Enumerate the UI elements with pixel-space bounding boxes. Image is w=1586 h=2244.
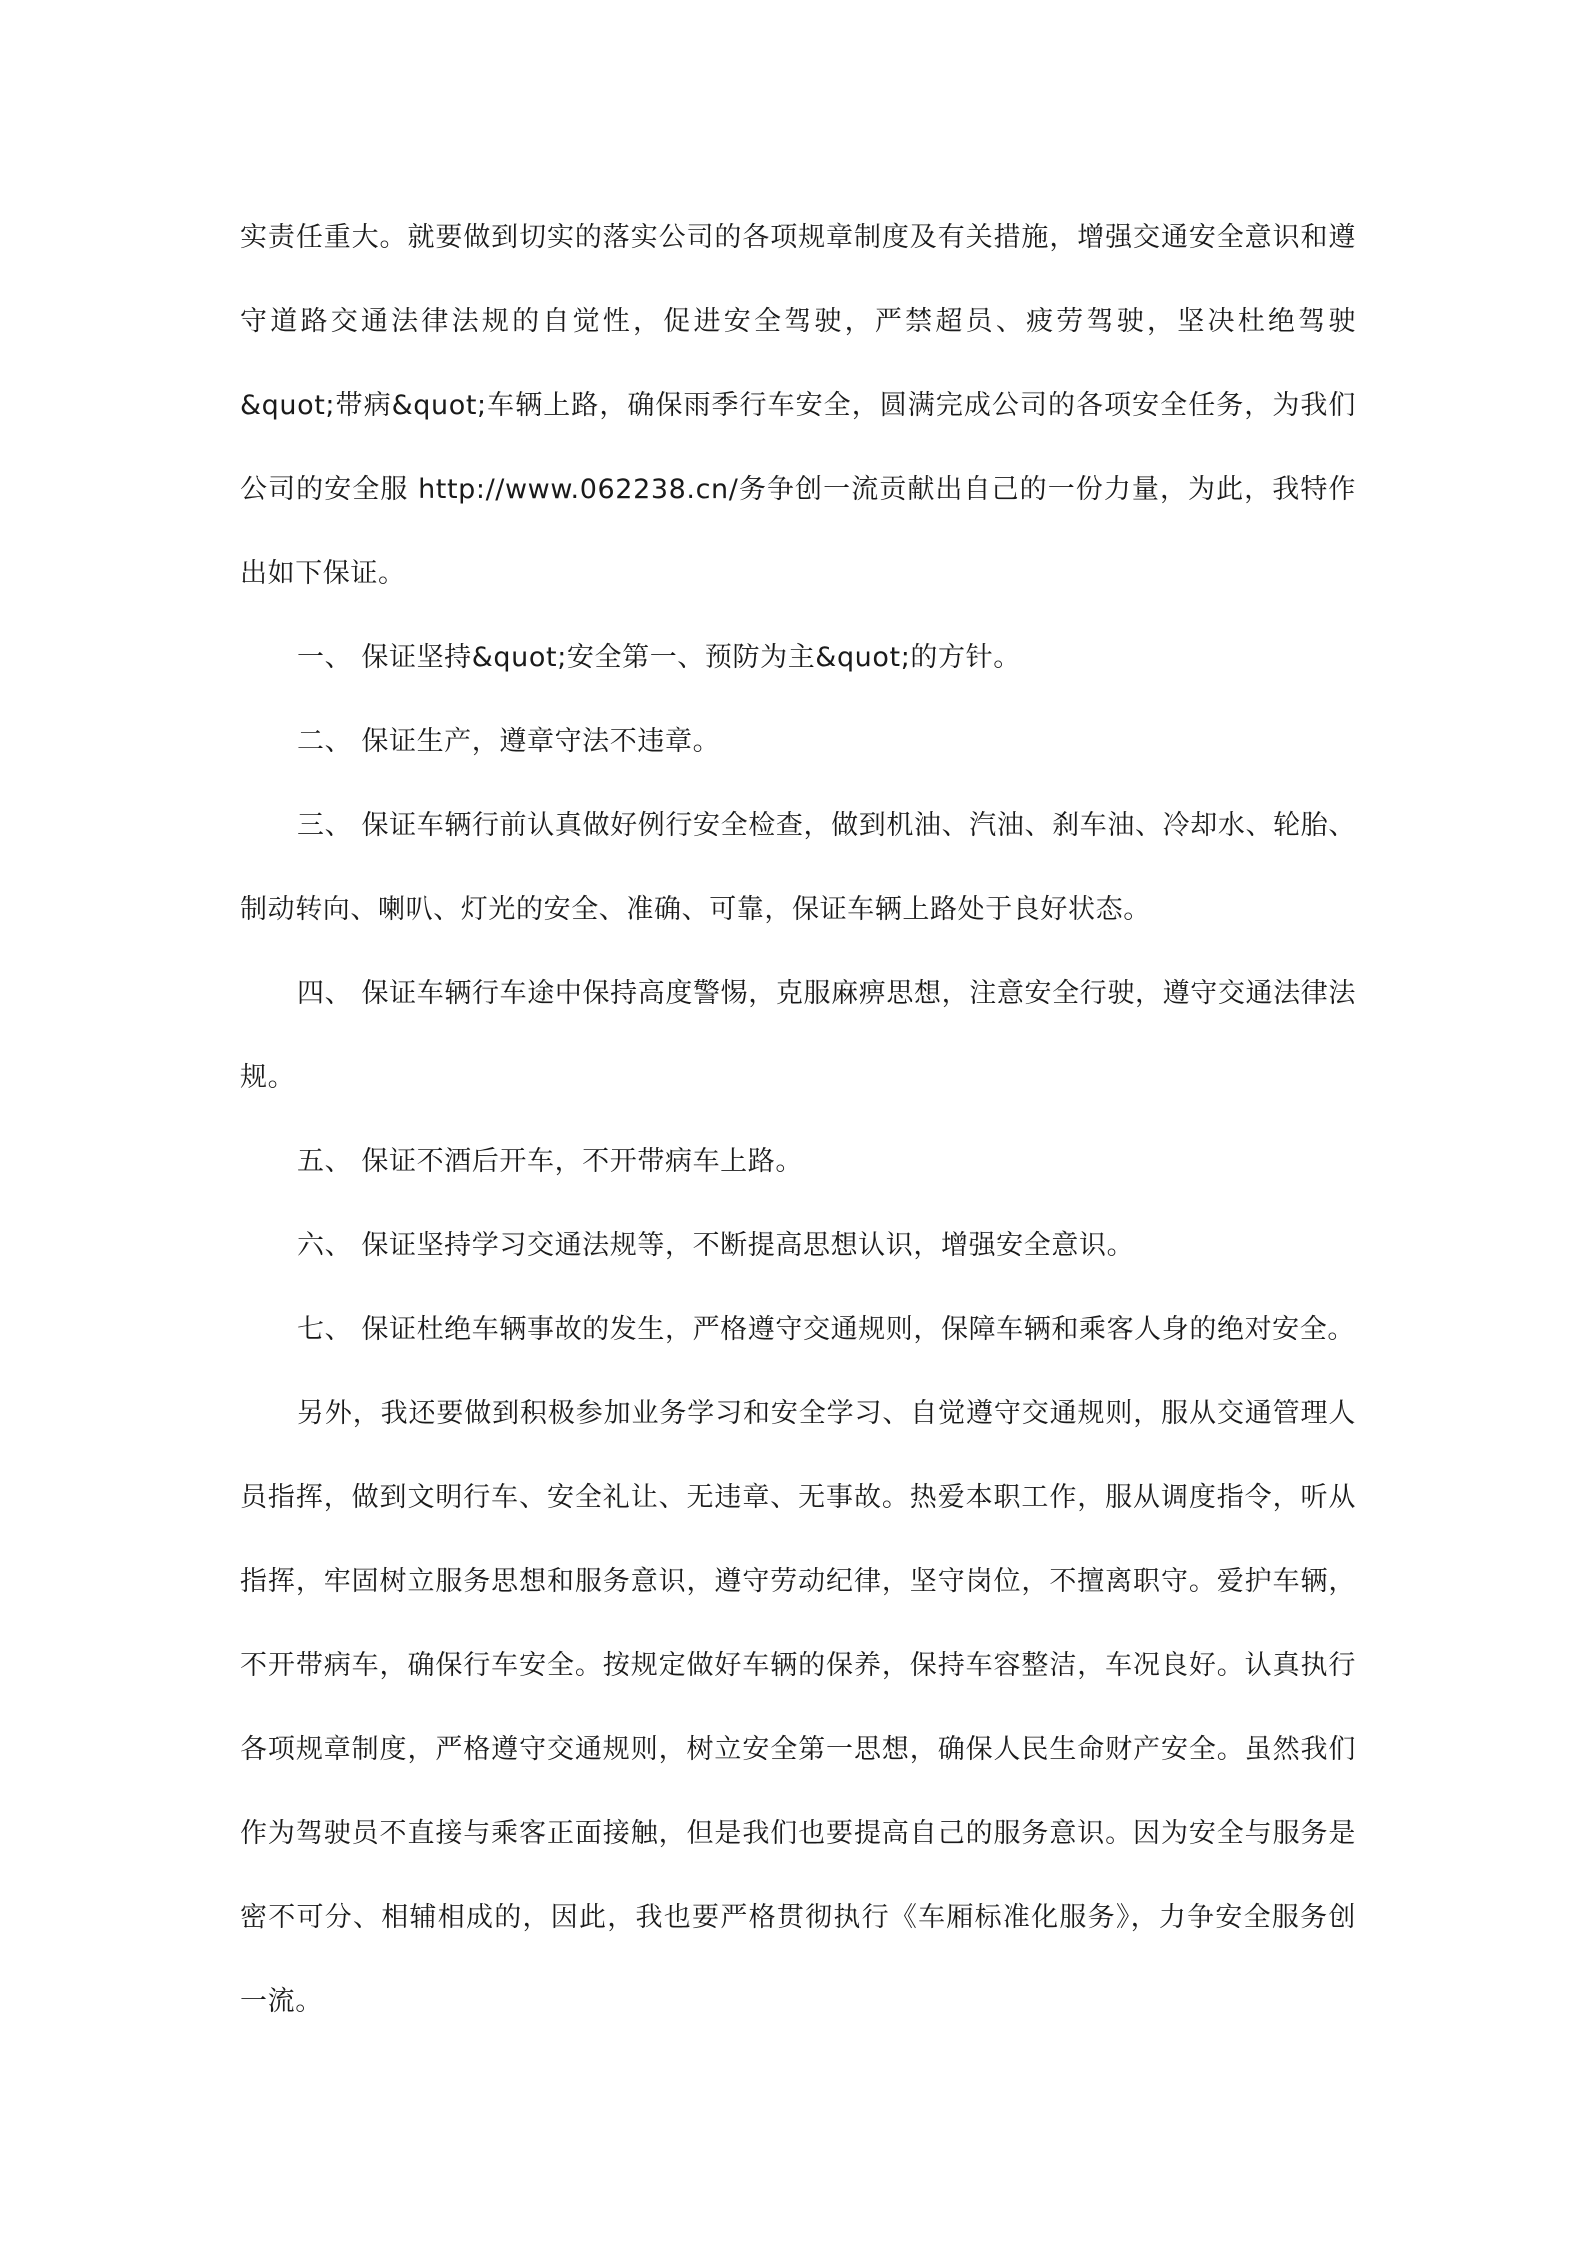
paragraph-closing: 另外，我还要做到积极参加业务学习和安全学习、自觉遵守交通规则，服从交通管理人员指挥，做到文明行车、安全礼让、无违章、无事故。热爱本职工作，服从调度指令，听从指挥，牢固树立服务思想和服务意识，遵守劳动纪律，坚守岗位，不擅离职守。爱护车辆，不开带病车，确保行车安全。按规定做好车辆的保养，保持车容整洁，车况良好。认真执行各项规章制度，严格遵守交通规则，树立安全第一思想，确保人民生命财产安全。虽然我们作为驾驶员不直接与乘客正面接触，但是我们也要提高自己的服务意识。因为安全与服务是密不可分、相辅相成的，因此，我也要严格贯彻执行《车厢标准化服务》，力争安全服务创一流。 bbox=[240, 1398, 1356, 2017]
paragraph-item-6: 六、 保证坚持学习交通法规等，不断提高思想认识，增强安全意识。 bbox=[297, 1230, 1135, 1261]
document-body bbox=[240, 196, 1356, 2044]
paragraph-item-3: 三、 保证车辆行前认真做好例行安全检查，做到机油、汽油、刹车油、冷却水、轮胎、制动转向、喇叭、灯光的安全、准确、可靠，保证车辆上路处于良好状态。 bbox=[240, 810, 1356, 925]
paragraph-item-4: 四、 保证车辆行车途中保持高度警惕，克服麻痹思想，注意安全行驶，遵守交通法律法规。 bbox=[240, 978, 1356, 1093]
paragraph-item-2: 二、 保证生产，遵章守法不违章。 bbox=[297, 726, 721, 757]
paragraph-item-7: 七、 保证杜绝车辆事故的发生，严格遵守交通规则，保障车辆和乘客人身的绝对安全。 bbox=[297, 1314, 1355, 1345]
paragraph-item-5: 五、 保证不酒后开车，不开带病车上路。 bbox=[297, 1146, 803, 1177]
paragraph-item-1: 一、 保证坚持&quot;安全第一、预防为主&quot;的方针。 bbox=[297, 642, 1021, 673]
paragraph-intro: 实责任重大。就要做到切实的落实公司的各项规章制度及有关措施，增强交通安全意识和遵守道路交通法律法规的自觉性，促进安全驾驶，严禁超员、疲劳驾驶，坚决杜绝驾驶&quot;带病&quot;车辆上路，确保雨季行车安全，圆满完成公司的各项安全任务，为我们公司的安全服 http://www.062238.cn/务争创一流贡献出自己的一份力量，为此，我特作出如下保证。 bbox=[240, 222, 1356, 589]
